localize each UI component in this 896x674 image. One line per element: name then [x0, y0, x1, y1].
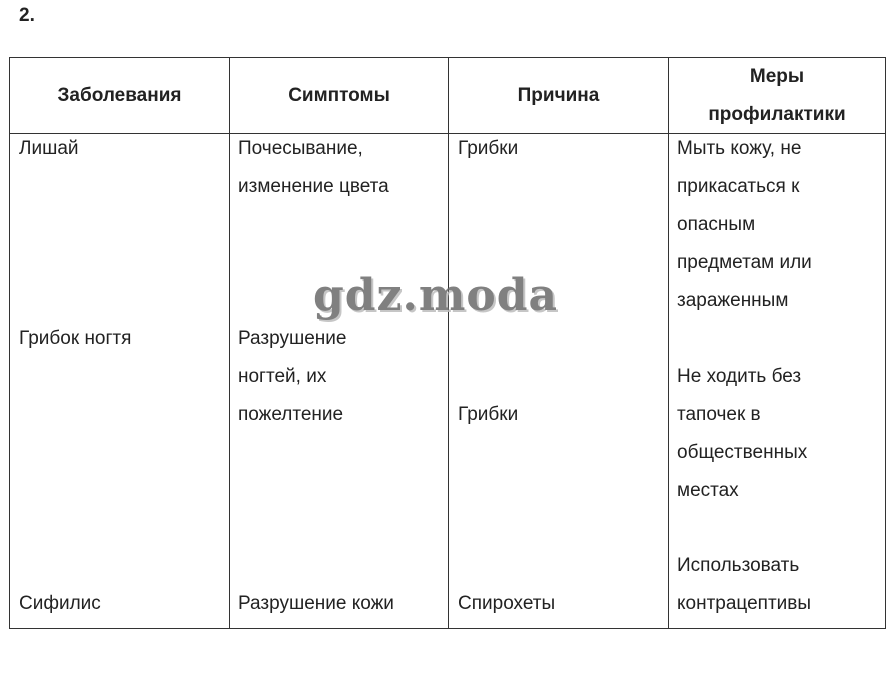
prevention-line: контрацептивы	[677, 593, 812, 614]
disease-cell: Сифилис	[19, 593, 101, 614]
disease-cell: Лишай	[19, 138, 79, 159]
prevention-line: прикасаться к	[677, 176, 800, 197]
prevention-line: опасным	[677, 214, 756, 235]
header-symptoms: Симптомы	[288, 84, 390, 106]
diseases-table	[9, 57, 886, 629]
cause-cell: Грибки	[458, 138, 519, 159]
prevention-line: зараженным	[677, 290, 789, 311]
symptom-line: изменение цвета	[238, 176, 389, 197]
watermark: gdz.moda	[313, 270, 559, 321]
column-divider	[448, 58, 449, 628]
symptom-line: Разрушение	[238, 328, 347, 349]
prevention-line: общественных	[677, 442, 808, 463]
task-number: 2.	[19, 5, 35, 26]
prevention-line: Использовать	[677, 555, 800, 576]
header-cause: Причина	[517, 84, 600, 106]
prevention-line: предметам или	[677, 252, 812, 273]
symptom-line: Разрушение кожи	[238, 593, 394, 614]
prevention-line: Не ходить без	[677, 366, 802, 387]
prevention-line: Мыть кожу, не	[677, 138, 802, 159]
symptom-line: пожелтение	[238, 404, 344, 425]
prevention-line: местах	[677, 480, 739, 501]
cause-cell: Грибки	[458, 404, 519, 425]
header-diseases: Заболевания	[57, 84, 182, 106]
column-divider	[668, 58, 669, 628]
disease-cell: Грибок ногтя	[19, 328, 132, 349]
column-divider	[229, 58, 230, 628]
symptom-line: Почесывание,	[238, 138, 363, 159]
cause-cell: Спирохеты	[458, 593, 556, 614]
symptom-line: ногтей, их	[238, 366, 327, 387]
prevention-line: тапочек в	[677, 404, 761, 425]
header-prevention: Меры профилактики	[708, 65, 846, 125]
